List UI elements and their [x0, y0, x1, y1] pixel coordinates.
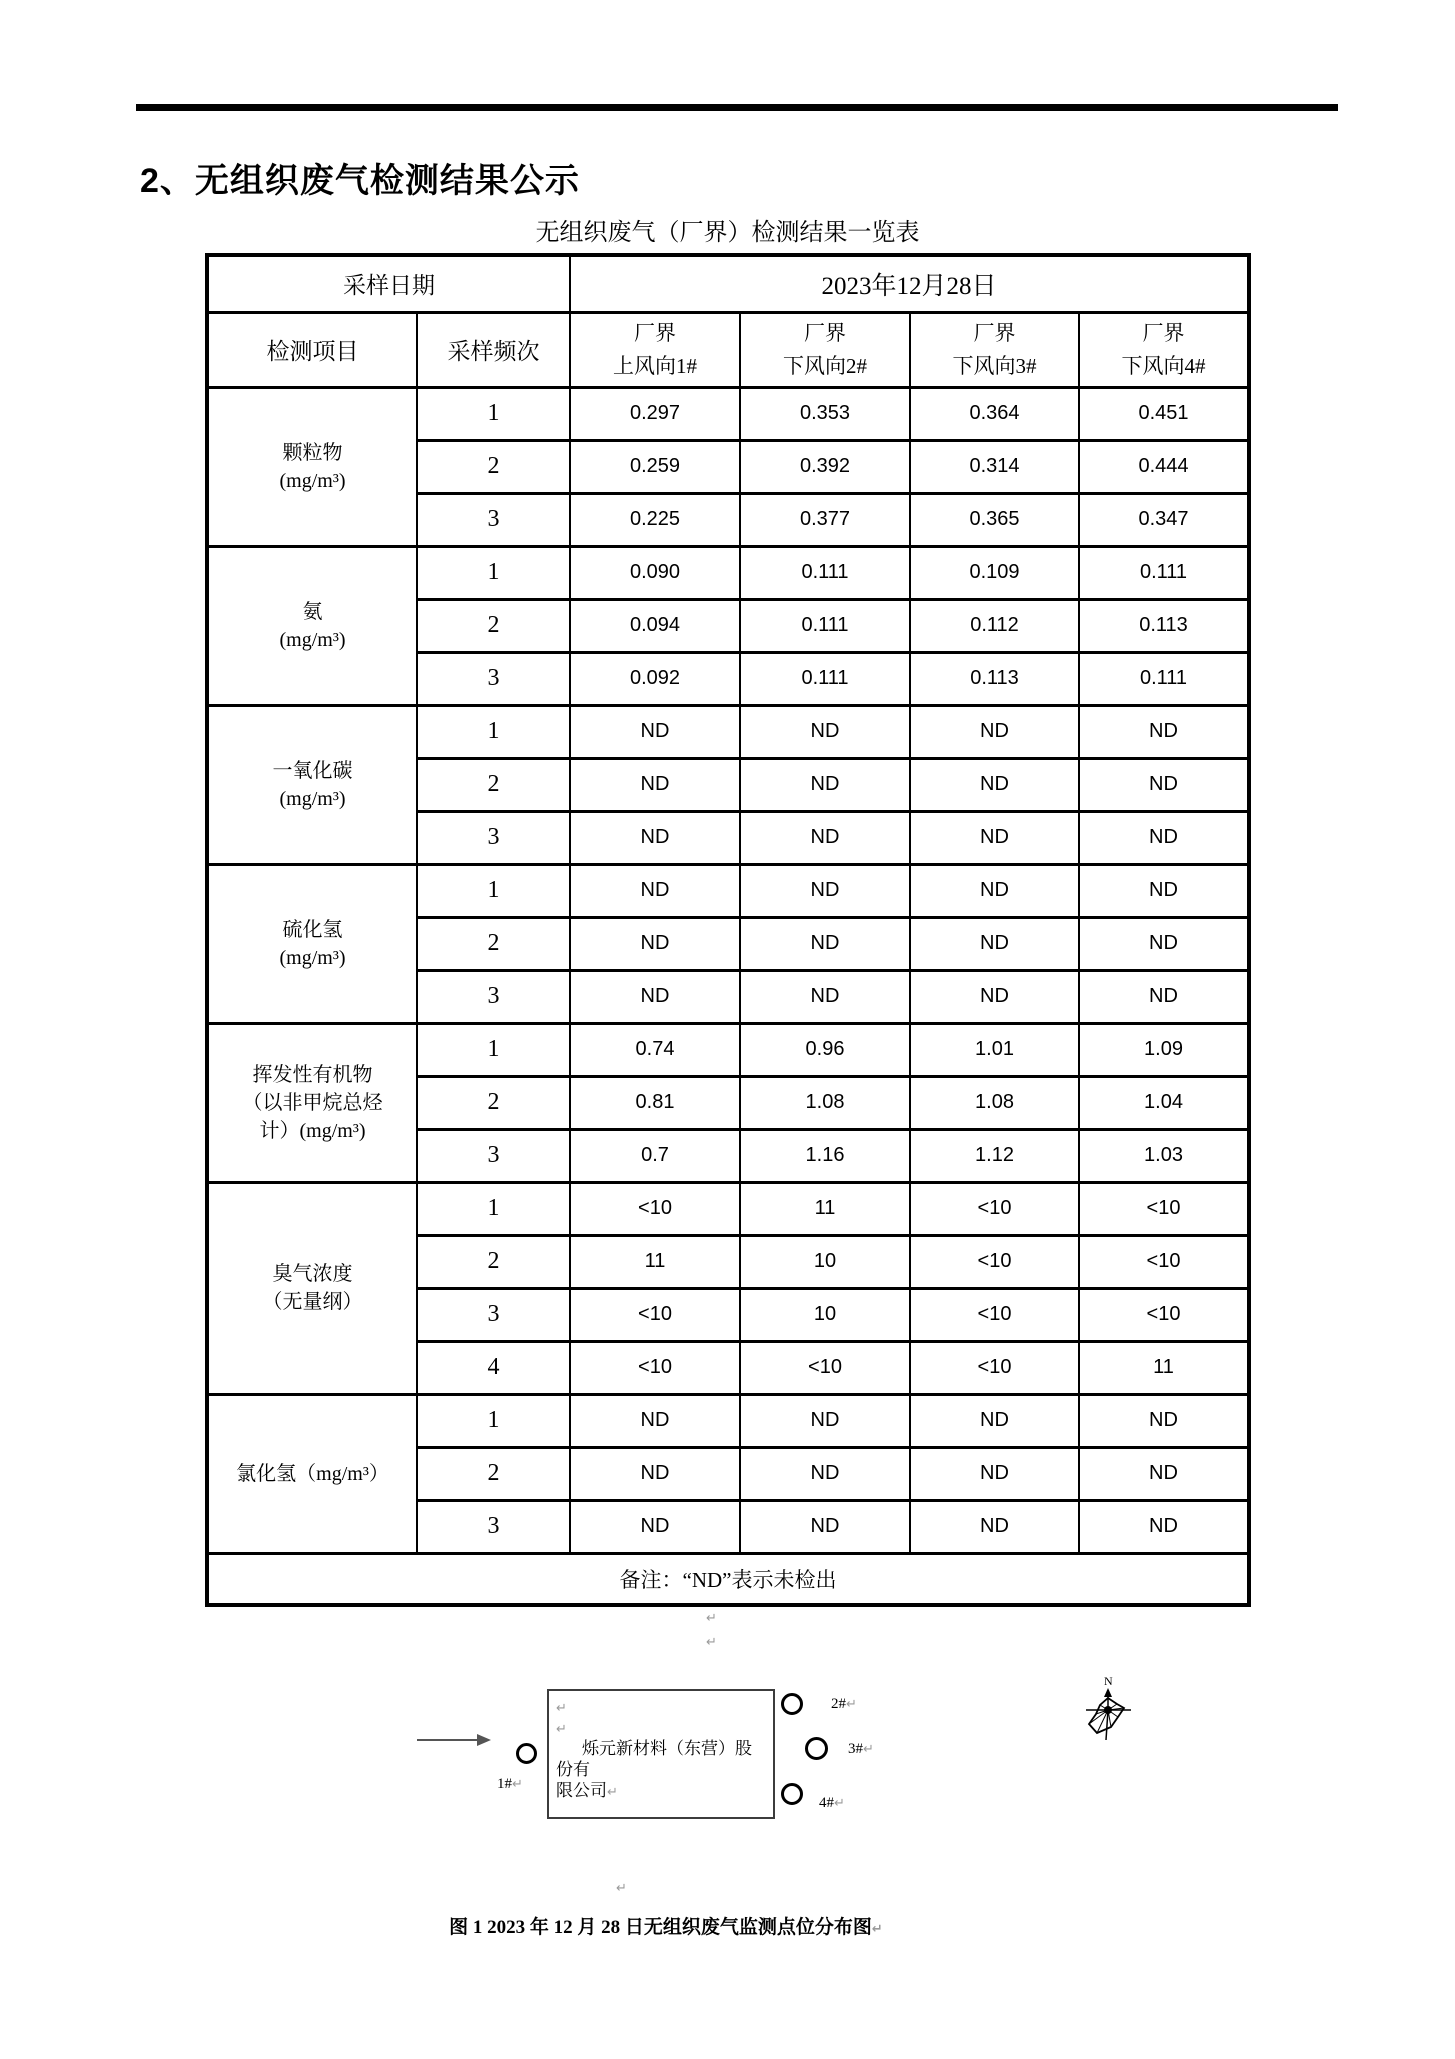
item-label-cell: 硫化氢 (mg/m³) [207, 864, 417, 1023]
frequency-cell: 2 [417, 1447, 570, 1500]
value-cell: 1.09 [1079, 1023, 1249, 1076]
column-header-row [207, 312, 1249, 387]
paragraph-mark: ↵ [834, 1796, 845, 1811]
value-cell: 0.347 [1079, 493, 1249, 546]
item-label-cell: 挥发性有机物 （以非甲烷总烃 计）(mg/m³) [207, 1023, 417, 1182]
frequency-cell: 2 [417, 599, 570, 652]
value-cell: 1.08 [740, 1076, 910, 1129]
results-tbody [207, 387, 1249, 1553]
value-cell: ND [1079, 1447, 1249, 1500]
value-cell: 0.113 [1079, 599, 1249, 652]
value-cell: <10 [570, 1341, 740, 1394]
item-label-cell: 颗粒物 (mg/m³) [207, 387, 417, 546]
value-cell: ND [910, 1394, 1079, 1447]
value-cell: 1.01 [910, 1023, 1079, 1076]
point-label-2: 2#↵ [831, 1696, 857, 1712]
frequency-cell: 2 [417, 440, 570, 493]
value-cell: ND [570, 705, 740, 758]
value-cell: 1.04 [1079, 1076, 1249, 1129]
value-cell: ND [910, 705, 1079, 758]
value-cell: 0.364 [910, 387, 1079, 440]
frequency-cell: 3 [417, 493, 570, 546]
value-cell: <10 [570, 1182, 740, 1235]
value-cell: ND [570, 970, 740, 1023]
value-cell: 0.451 [1079, 387, 1249, 440]
paragraph-mark: ↵ [616, 1881, 627, 1896]
value-cell: ND [1079, 917, 1249, 970]
value-cell: <10 [910, 1341, 1079, 1394]
value-cell: 0.094 [570, 599, 740, 652]
value-cell: ND [740, 705, 910, 758]
point-header-cell-3: 厂界 下风向3# [910, 312, 1079, 387]
value-cell: ND [910, 970, 1079, 1023]
value-cell: 0.111 [740, 599, 910, 652]
table-title: 无组织废气（厂界）检测结果一览表 [535, 220, 920, 246]
frequency-cell: 1 [417, 546, 570, 599]
sample-date-value-cell: 2023年12月28日 [570, 255, 1249, 312]
value-cell: ND [910, 917, 1079, 970]
table-row [207, 705, 1249, 758]
frequency-cell: 1 [417, 864, 570, 917]
value-cell: ND [740, 1394, 910, 1447]
value-cell: ND [1079, 1394, 1249, 1447]
value-cell: <10 [1079, 1235, 1249, 1288]
value-cell: <10 [740, 1341, 910, 1394]
value-cell: 0.111 [1079, 546, 1249, 599]
value-cell: 0.377 [740, 493, 910, 546]
paragraph-mark: ↵ [556, 1701, 567, 1716]
compass-rose-icon [1078, 1664, 1138, 1750]
paragraph-mark: ↵ [871, 1922, 883, 1937]
value-cell: 0.113 [910, 652, 1079, 705]
table-row [207, 1182, 1249, 1235]
frequency-cell: 3 [417, 811, 570, 864]
value-cell: ND [1079, 811, 1249, 864]
value-cell: <10 [910, 1288, 1079, 1341]
item-label-cell: 氯化氢（mg/m³） [207, 1394, 417, 1553]
company-name-line-1: 烁元新材料（东营）股份有 [556, 1739, 752, 1779]
value-cell: 0.112 [910, 599, 1079, 652]
value-cell: ND [740, 970, 910, 1023]
value-cell: ND [1079, 970, 1249, 1023]
value-cell: ND [910, 1447, 1079, 1500]
note-row [207, 1553, 1249, 1605]
item-header-cell: 检测项目 [207, 312, 417, 387]
point-label-3: 3#↵ [848, 1741, 874, 1757]
value-cell: 0.259 [570, 440, 740, 493]
point-label-4: 4#↵ [819, 1795, 845, 1811]
value-cell: <10 [1079, 1182, 1249, 1235]
value-cell: <10 [1079, 1288, 1249, 1341]
table-row [207, 546, 1249, 599]
value-cell: 1.08 [910, 1076, 1079, 1129]
paragraph-mark: ↵ [512, 1777, 523, 1792]
value-cell: <10 [910, 1182, 1079, 1235]
frequency-cell: 1 [417, 1023, 570, 1076]
frequency-cell: 2 [417, 1076, 570, 1129]
value-cell: ND [570, 1447, 740, 1500]
table-row [207, 1394, 1249, 1447]
value-cell: ND [1079, 758, 1249, 811]
value-cell: <10 [910, 1235, 1079, 1288]
table-row [207, 1023, 1249, 1076]
frequency-cell: 1 [417, 1182, 570, 1235]
value-cell: 0.314 [910, 440, 1079, 493]
frequency-cell: 3 [417, 1500, 570, 1553]
note-cell: 备注：“ND”表示未检出 [207, 1553, 1249, 1605]
value-cell: ND [910, 1500, 1079, 1553]
point-label-1: 1#↵ [497, 1776, 523, 1792]
value-cell: ND [570, 1394, 740, 1447]
value-cell: ND [570, 811, 740, 864]
value-cell: <10 [570, 1288, 740, 1341]
point-header-cell-1: 厂界 上风向1# [570, 312, 740, 387]
value-cell: 1.03 [1079, 1129, 1249, 1182]
value-cell: 0.225 [570, 493, 740, 546]
figure-caption: 图 1 2023 年 12 月 28 日无组织废气监测点位分布图↵ [449, 1917, 883, 1938]
value-cell: ND [570, 917, 740, 970]
value-cell: 1.16 [740, 1129, 910, 1182]
frequency-cell: 4 [417, 1341, 570, 1394]
value-cell: 0.090 [570, 546, 740, 599]
value-cell: ND [910, 811, 1079, 864]
value-cell: ND [740, 758, 910, 811]
value-cell: 0.96 [740, 1023, 910, 1076]
value-cell: 0.109 [910, 546, 1079, 599]
paragraph-mark: ↵ [706, 1635, 717, 1650]
value-cell: ND [910, 758, 1079, 811]
value-cell: 0.297 [570, 387, 740, 440]
value-cell: ND [570, 864, 740, 917]
value-cell: 11 [1079, 1341, 1249, 1394]
paragraph-mark: ↵ [863, 1742, 874, 1757]
sample-date-label-cell: 采样日期 [207, 255, 570, 312]
value-cell: 0.392 [740, 440, 910, 493]
item-label-cell: 一氧化碳 (mg/m³) [207, 705, 417, 864]
frequency-cell: 3 [417, 652, 570, 705]
value-cell: ND [1079, 864, 1249, 917]
factory-box [547, 1689, 775, 1819]
value-cell: 0.111 [1079, 652, 1249, 705]
paragraph-mark: ↵ [607, 1785, 618, 1800]
value-cell: ND [740, 917, 910, 970]
value-cell: 0.444 [1079, 440, 1249, 493]
company-name-line-2: 限公司↵ [556, 1781, 618, 1800]
value-cell: 0.353 [740, 387, 910, 440]
results-table [205, 253, 1251, 1607]
value-cell: 0.111 [740, 546, 910, 599]
item-label-cell: 臭气浓度 （无量纲） [207, 1182, 417, 1394]
monitoring-point-circle-1 [516, 1743, 537, 1764]
frequency-header-cell: 采样频次 [417, 312, 570, 387]
value-cell: 1.12 [910, 1129, 1079, 1182]
value-cell: ND [570, 758, 740, 811]
table-row [207, 387, 1249, 440]
item-label-cell: 氨 (mg/m³) [207, 546, 417, 705]
section-heading: 2、无组织废气检测结果公示 [140, 162, 580, 200]
frequency-cell: 3 [417, 1288, 570, 1341]
frequency-cell: 3 [417, 1129, 570, 1182]
value-cell: 0.81 [570, 1076, 740, 1129]
value-cell: ND [570, 1500, 740, 1553]
value-cell: 0.365 [910, 493, 1079, 546]
value-cell: 10 [740, 1235, 910, 1288]
table-row [207, 864, 1249, 917]
value-cell: 0.7 [570, 1129, 740, 1182]
point-header-cell-4: 厂界 下风向4# [1079, 312, 1249, 387]
value-cell: 0.092 [570, 652, 740, 705]
frequency-cell: 2 [417, 917, 570, 970]
monitoring-point-circle-4 [781, 1783, 803, 1805]
value-cell: 11 [740, 1182, 910, 1235]
value-cell: 11 [570, 1235, 740, 1288]
header-rule [136, 104, 1338, 111]
frequency-cell: 3 [417, 970, 570, 1023]
frequency-cell: 2 [417, 1235, 570, 1288]
value-cell: 10 [740, 1288, 910, 1341]
value-cell: ND [1079, 1500, 1249, 1553]
value-cell: ND [740, 864, 910, 917]
frequency-cell: 2 [417, 758, 570, 811]
frequency-cell: 1 [417, 1394, 570, 1447]
value-cell: ND [910, 864, 1079, 917]
frequency-cell: 1 [417, 705, 570, 758]
compass-north-label: N [1104, 1674, 1113, 1688]
paragraph-mark: ↵ [556, 1722, 567, 1737]
paragraph-mark: ↵ [846, 1697, 857, 1712]
value-cell: ND [740, 1500, 910, 1553]
paragraph-mark: ↵ [706, 1611, 717, 1626]
sample-date-row [207, 255, 1249, 312]
value-cell: ND [740, 811, 910, 864]
value-cell: ND [740, 1447, 910, 1500]
value-cell: 0.74 [570, 1023, 740, 1076]
value-cell: 0.111 [740, 652, 910, 705]
point-header-cell-2: 厂界 下风向2# [740, 312, 910, 387]
monitoring-point-circle-3 [805, 1737, 828, 1760]
monitoring-point-circle-2 [781, 1693, 803, 1715]
frequency-cell: 1 [417, 387, 570, 440]
wind-direction-arrow [415, 1729, 493, 1751]
value-cell: ND [1079, 705, 1249, 758]
